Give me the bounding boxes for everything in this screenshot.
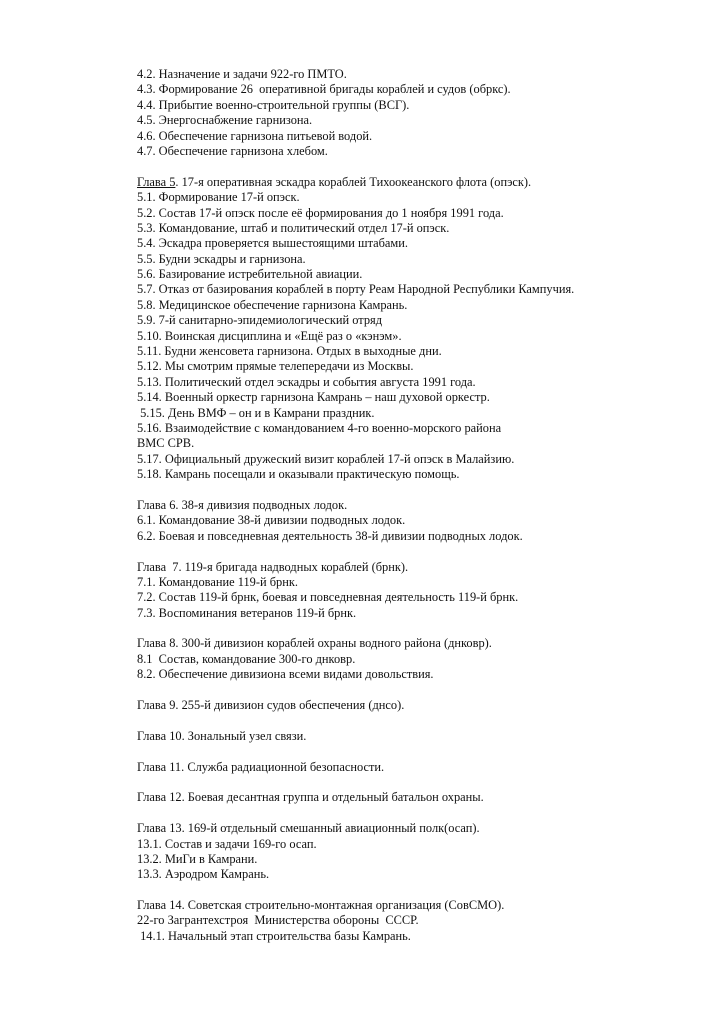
table-of-contents bbox=[137, 67, 697, 944]
toc-entry: 8.2. Обеспечение дивизиона всеми видами довольствия. bbox=[137, 667, 434, 682]
chapter-heading: Глава 10. Зональный узел связи. bbox=[137, 728, 307, 743]
toc-entry: 5.16. Взаимодействие с командованием 4-го военно-морского района bbox=[137, 420, 502, 435]
chapter-heading: Глава 8. 300-й дивизион кораблей охраны водного района (днковр). bbox=[137, 636, 492, 651]
chapter-heading-underlined: Глава 5 bbox=[137, 174, 176, 189]
blank-line bbox=[137, 806, 697, 821]
toc-entry: 5.13. Политический отдел эскадры и события августа 1991 года. bbox=[137, 374, 476, 389]
blank-line bbox=[137, 744, 697, 759]
toc-entry: ВМС СРВ. bbox=[137, 436, 195, 451]
toc-entry: 5.17. Официальный дружеский визит кораблей 17-й опэск в Малайзию. bbox=[137, 451, 515, 466]
toc-entry: 13.1. Состав и задачи 169-го осап. bbox=[137, 836, 317, 851]
toc-entry: 5.3. Командование, штаб и политический отдел 17-й опэск. bbox=[137, 220, 450, 235]
toc-entry: 5.4. Эскадра проверяется вышестоящими штабами. bbox=[137, 236, 409, 251]
toc-entry: 7.3. Воспоминания ветеранов 119-й брнк. bbox=[137, 605, 357, 620]
chapter-heading: Глава 7. 119-я бригада надводных кораблей (брнк). bbox=[137, 559, 409, 574]
chapter-heading bbox=[137, 175, 697, 190]
toc-entry: 5.11. Будни женсовета гарнизона. Отдых в выходные дни. bbox=[137, 344, 442, 359]
blank-line bbox=[137, 683, 697, 698]
chapter-heading: Глава 12. Боевая десантная группа и отдельный батальон охраны. bbox=[137, 790, 484, 805]
chapter-heading: Глава 14. Советская строительно-монтажная организация (СовСМО). bbox=[137, 898, 505, 913]
toc-entry: 5.15. День ВМФ – он и в Камрани праздник. bbox=[137, 405, 375, 420]
blank-line bbox=[137, 713, 697, 728]
toc-entry: 7.2. Состав 119-й брнк, боевая и повседневная деятельность 119-й брнк. bbox=[137, 590, 519, 605]
toc-entry: 4.7. Обеспечение гарнизона хлебом. bbox=[137, 143, 328, 158]
toc-entry: 14.1. Начальный этап строительства базы Камрань. bbox=[137, 928, 411, 943]
toc-entry: 5.9. 7-й санитарно-эпидемиологический отряд bbox=[137, 313, 383, 328]
toc-entry: 7.1. Командование 119-й брнк. bbox=[137, 574, 298, 589]
toc-entry: 5.8. Медицинское обеспечение гарнизона Камрань. bbox=[137, 297, 408, 312]
toc-entry: 6.2. Боевая и повседневная деятельность 38-й дивизии подводных лодок. bbox=[137, 528, 523, 543]
toc-entry: 22-го Загрантехстроя Министерства обороны СССР. bbox=[137, 913, 419, 928]
toc-entry: 4.5. Энергоснабжение гарнизона. bbox=[137, 113, 313, 128]
toc-entry: 5.12. Мы смотрим прямые телепередачи из Москвы. bbox=[137, 359, 414, 374]
toc-entry: 5.5. Будни эскадры и гарнизона. bbox=[137, 251, 306, 266]
toc-entry: 6.1. Командование 38-й дивизии подводных лодок. bbox=[137, 513, 406, 528]
blank-line bbox=[137, 483, 697, 498]
chapter-heading: Глава 13. 169-й отдельный смешанный авиационный полк(осап). bbox=[137, 821, 480, 836]
chapter-heading: Глава 9. 255-й дивизион судов обеспечения (днсо). bbox=[137, 698, 405, 713]
toc-entry: 4.3. Формирование 26 оперативной бригады кораблей и судов (обркс). bbox=[137, 82, 511, 97]
toc-entry: 4.4. Прибытие военно-строительной группы (ВСГ). bbox=[137, 97, 410, 112]
chapter-heading: Глава 6. 38-я дивизия подводных лодок. bbox=[137, 497, 348, 512]
toc-entry: 8.1 Состав, командование 300-го днковр. bbox=[137, 651, 356, 666]
toc-entry: 5.10. Воинская дисциплина и «Ещё раз о «кэнэм». bbox=[137, 328, 402, 343]
toc-entry: 5.14. Военный оркестр гарнизона Камрань – наш духовой оркестр. bbox=[137, 390, 490, 405]
toc-entry: 5.18. Камрань посещали и оказывали практическую помощь. bbox=[137, 467, 460, 482]
chapter-heading-rest: . 17-я оперативная эскадра кораблей Тихоокеанского флота (опэск). bbox=[175, 174, 532, 189]
toc-entry: 5.2. Состав 17-й опэск после её формирования до 1 ноября 1991 года. bbox=[137, 205, 504, 220]
toc-entry: 13.3. Аэродром Камрань. bbox=[137, 867, 270, 882]
blank-line bbox=[137, 544, 697, 559]
toc-entry: 4.2. Назначение и задачи 922-го ПМТО. bbox=[137, 67, 347, 81]
blank-line bbox=[137, 883, 697, 898]
blank-line bbox=[137, 621, 697, 636]
toc-entry: 5.1. Формирование 17-й опэск. bbox=[137, 190, 300, 205]
blank-line bbox=[137, 159, 697, 174]
toc-entry: 5.7. Отказ от базирования кораблей в порту Реам Народной Республики Кампучия. bbox=[137, 282, 575, 297]
toc-entry: 5.6. Базирование истребительной авиации. bbox=[137, 267, 363, 282]
blank-line bbox=[137, 775, 697, 790]
toc-entry: 4.6. Обеспечение гарнизона питьевой водой. bbox=[137, 128, 373, 143]
chapter-heading: Глава 11. Служба радиационной безопасности. bbox=[137, 759, 385, 774]
toc-entry: 13.2. МиГи в Камрани. bbox=[137, 851, 258, 866]
